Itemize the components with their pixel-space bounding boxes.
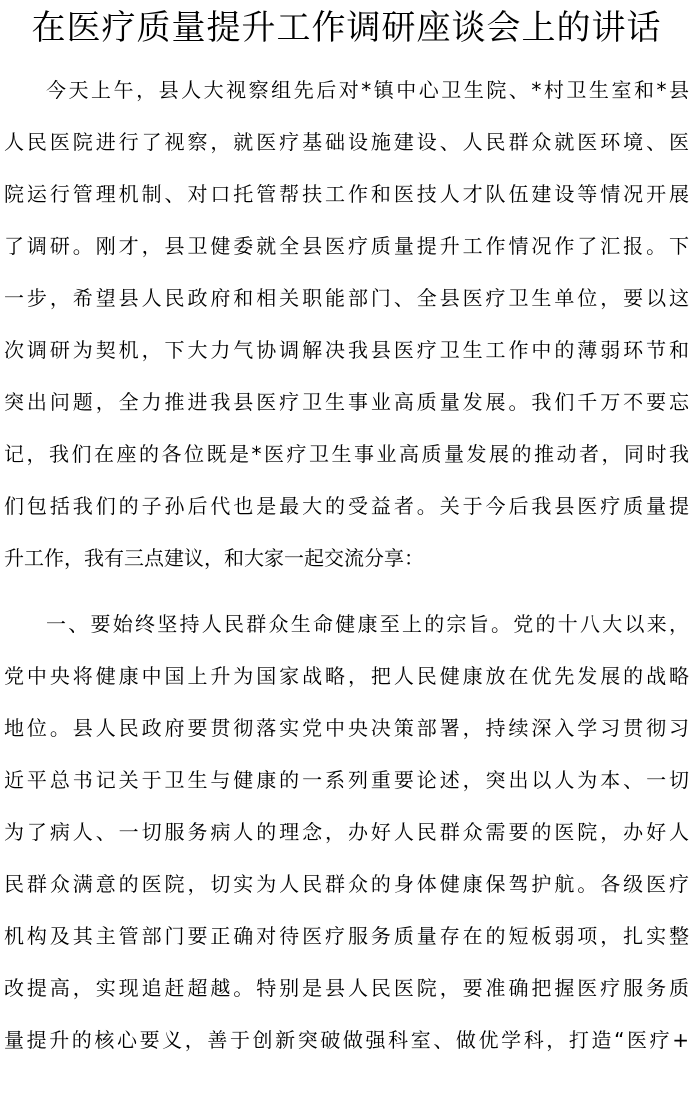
paragraph-line: 党中央将健康中国上升为国家战略，把人民健康放在优先发展的战略 <box>4 664 689 688</box>
paragraph-line: 突出问题，全力推进我县医疗卫生事业高质量发展。我们千万不要忘 <box>4 390 689 414</box>
paragraph-line: 了调研。刚才，县卫健委就全县医疗质量提升工作情况作了汇报。下 <box>4 234 689 258</box>
paragraph-line: 们包括我们的子孙后代也是最大的受益者。关于今后我县医疗质量提 <box>4 494 689 518</box>
paragraph-line: 近平总书记关于卫生与健康的一系列重要论述，突出以人为本、一切 <box>4 768 689 792</box>
paragraph-intro <box>0 64 693 584</box>
paragraph-line: 一、要始终坚持人民群众生命健康至上的宗旨。党的十八大以来， <box>46 612 689 636</box>
paragraph-line: 量提升的核心要义，善于创新突破做强科室、做优学科，打造“医疗+ <box>4 1028 689 1052</box>
paragraph-line: 为了病人、一切服务病人的理念，办好人民群众需要的医院，办好人 <box>4 820 689 844</box>
paragraph-line: 地位。县人民政府要贯彻落实党中央决策部署，持续深入学习贯彻习 <box>4 716 689 740</box>
paragraph-line: 次调研为契机，下大力气协调解决我县医疗卫生工作中的薄弱环节和 <box>4 338 689 362</box>
paragraph-line: 一步，希望县人民政府和相关职能部门、全县医疗卫生单位，要以这 <box>4 286 689 310</box>
paragraph-line: 机构及其主管部门要正确对待医疗服务质量存在的短板弱项，扎实整 <box>4 924 689 948</box>
document-title: 在医疗质量提升工作调研座谈会上的讲话 <box>31 8 662 48</box>
paragraph-line: 升工作，我有三点建议，和大家一起交流分享： <box>4 546 424 570</box>
paragraph-line: 改提高，实现追赶超越。特别是县人民医院，要准确把握医疗服务质 <box>4 976 689 1000</box>
paragraph-line: 人民医院进行了视察，就医疗基础设施建设、人民群众就医环境、医 <box>4 130 689 154</box>
paragraph-line: 民群众满意的医院，切实为人民群众的身体健康保驾护航。各级医疗 <box>4 872 689 896</box>
paragraph-line: 院运行管理机制、对口托管帮扶工作和医技人才队伍建设等情况开展 <box>4 182 689 206</box>
paragraph-line: 今天上午，县人大视察组先后对*镇中心卫生院、*村卫生室和*县 <box>46 78 689 102</box>
paragraph-line: 记，我们在座的各位既是*医疗卫生事业高质量发展的推动者，同时我 <box>4 442 689 466</box>
paragraph-point-one <box>0 598 693 1066</box>
